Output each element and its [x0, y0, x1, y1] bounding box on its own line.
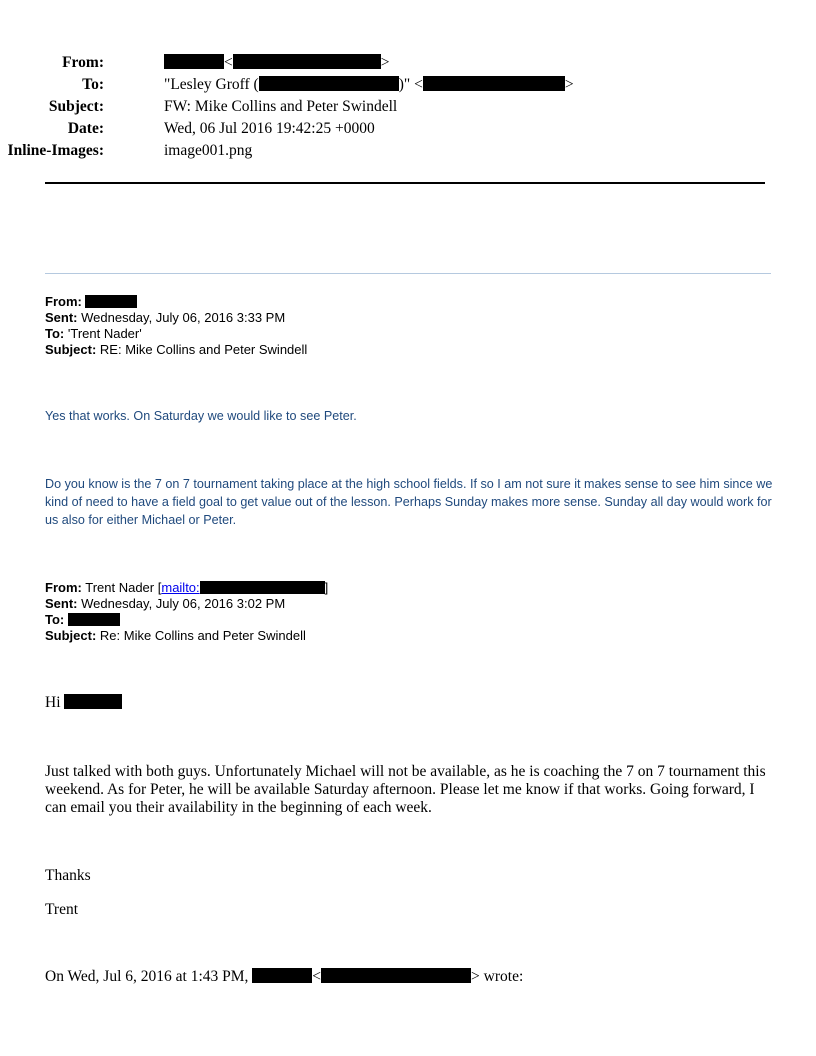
redacted-name: [252, 968, 312, 983]
closing: Thanks: [45, 867, 91, 884]
mailto-link[interactable]: mailto:: [161, 580, 200, 595]
subject-value: FW: Mike Collins and Peter Swindell: [164, 98, 398, 115]
redacted-email: [321, 968, 471, 983]
redacted-name: [85, 295, 137, 308]
sent-value: Wednesday, July 06, 2016 3:02 PM: [81, 596, 286, 611]
quote-attribution: On Wed, Jul 6, 2016 at 1:43 PM, < > wrote:: [45, 968, 524, 985]
to-label: To:: [82, 76, 104, 93]
date-value: Wed, 06 Jul 2016 19:42:25 +0000: [164, 120, 375, 137]
to-value: "Lesley Groff ( )" < >: [164, 76, 574, 93]
original-header: From: Trent Nader [mailto: ] Sent: Wednesday, July 06, 2016 3:02 PM To: Subject: Re: Mike Collins and Peter Swindell: [45, 580, 329, 643]
reply-paragraph-1: Yes that works. On Saturday we would like to see Peter.: [45, 409, 357, 423]
subject-value: Re: Mike Collins and Peter Swindell: [99, 628, 306, 643]
message-body: Just talked with both guys. Unfortunately Michael will not be available, as he is coaching the 7 on 7 tournament this weekend. As for Peter, he will be available Saturday afternoon. Please let me know if that works. Going forward, I can email you their availability in the beginning of each week.: [45, 763, 766, 816]
date-label: Date:: [67, 120, 104, 137]
redacted-name: [68, 613, 120, 626]
email-header: [0, 52, 760, 162]
redacted-email: [233, 54, 381, 69]
redacted-email: [200, 581, 325, 594]
redacted-email: [423, 76, 565, 91]
subject-label: Subject:: [48, 98, 104, 115]
inline-images-value: image001.png: [164, 142, 253, 159]
greeting: Hi: [45, 694, 775, 712]
header-divider: [45, 182, 765, 184]
from-value: Trent Nader: [85, 580, 155, 595]
subject-value: RE: Mike Collins and Peter Swindell: [99, 342, 308, 357]
signature: Trent: [45, 901, 79, 918]
redacted-email: [259, 76, 399, 91]
redacted-name: [164, 54, 224, 69]
redacted-name: [64, 694, 122, 709]
from-value: < >: [164, 52, 390, 74]
from-label: From:: [62, 54, 104, 71]
reply-header: From: Sent: Wednesday, July 06, 2016 3:33 PM To: 'Trent Nader' Subject: RE: Mike Collins and Peter Swindell: [45, 294, 308, 357]
sent-value: Wednesday, July 06, 2016 3:33 PM: [81, 310, 286, 325]
inline-images-label: Inline-Images:: [7, 142, 104, 159]
reply-paragraph-2: Do you know is the 7 on 7 tournament taking place at the high school fields. If so I am not sure it makes sense to see him since we kind of need to have a field goal to get value out of the lesson. Perhaps Sunday makes more sense. Sunday all day would work for us also for either Michael or Peter.: [45, 477, 773, 527]
to-value: 'Trent Nader': [67, 326, 142, 341]
message-divider: [45, 273, 771, 274]
